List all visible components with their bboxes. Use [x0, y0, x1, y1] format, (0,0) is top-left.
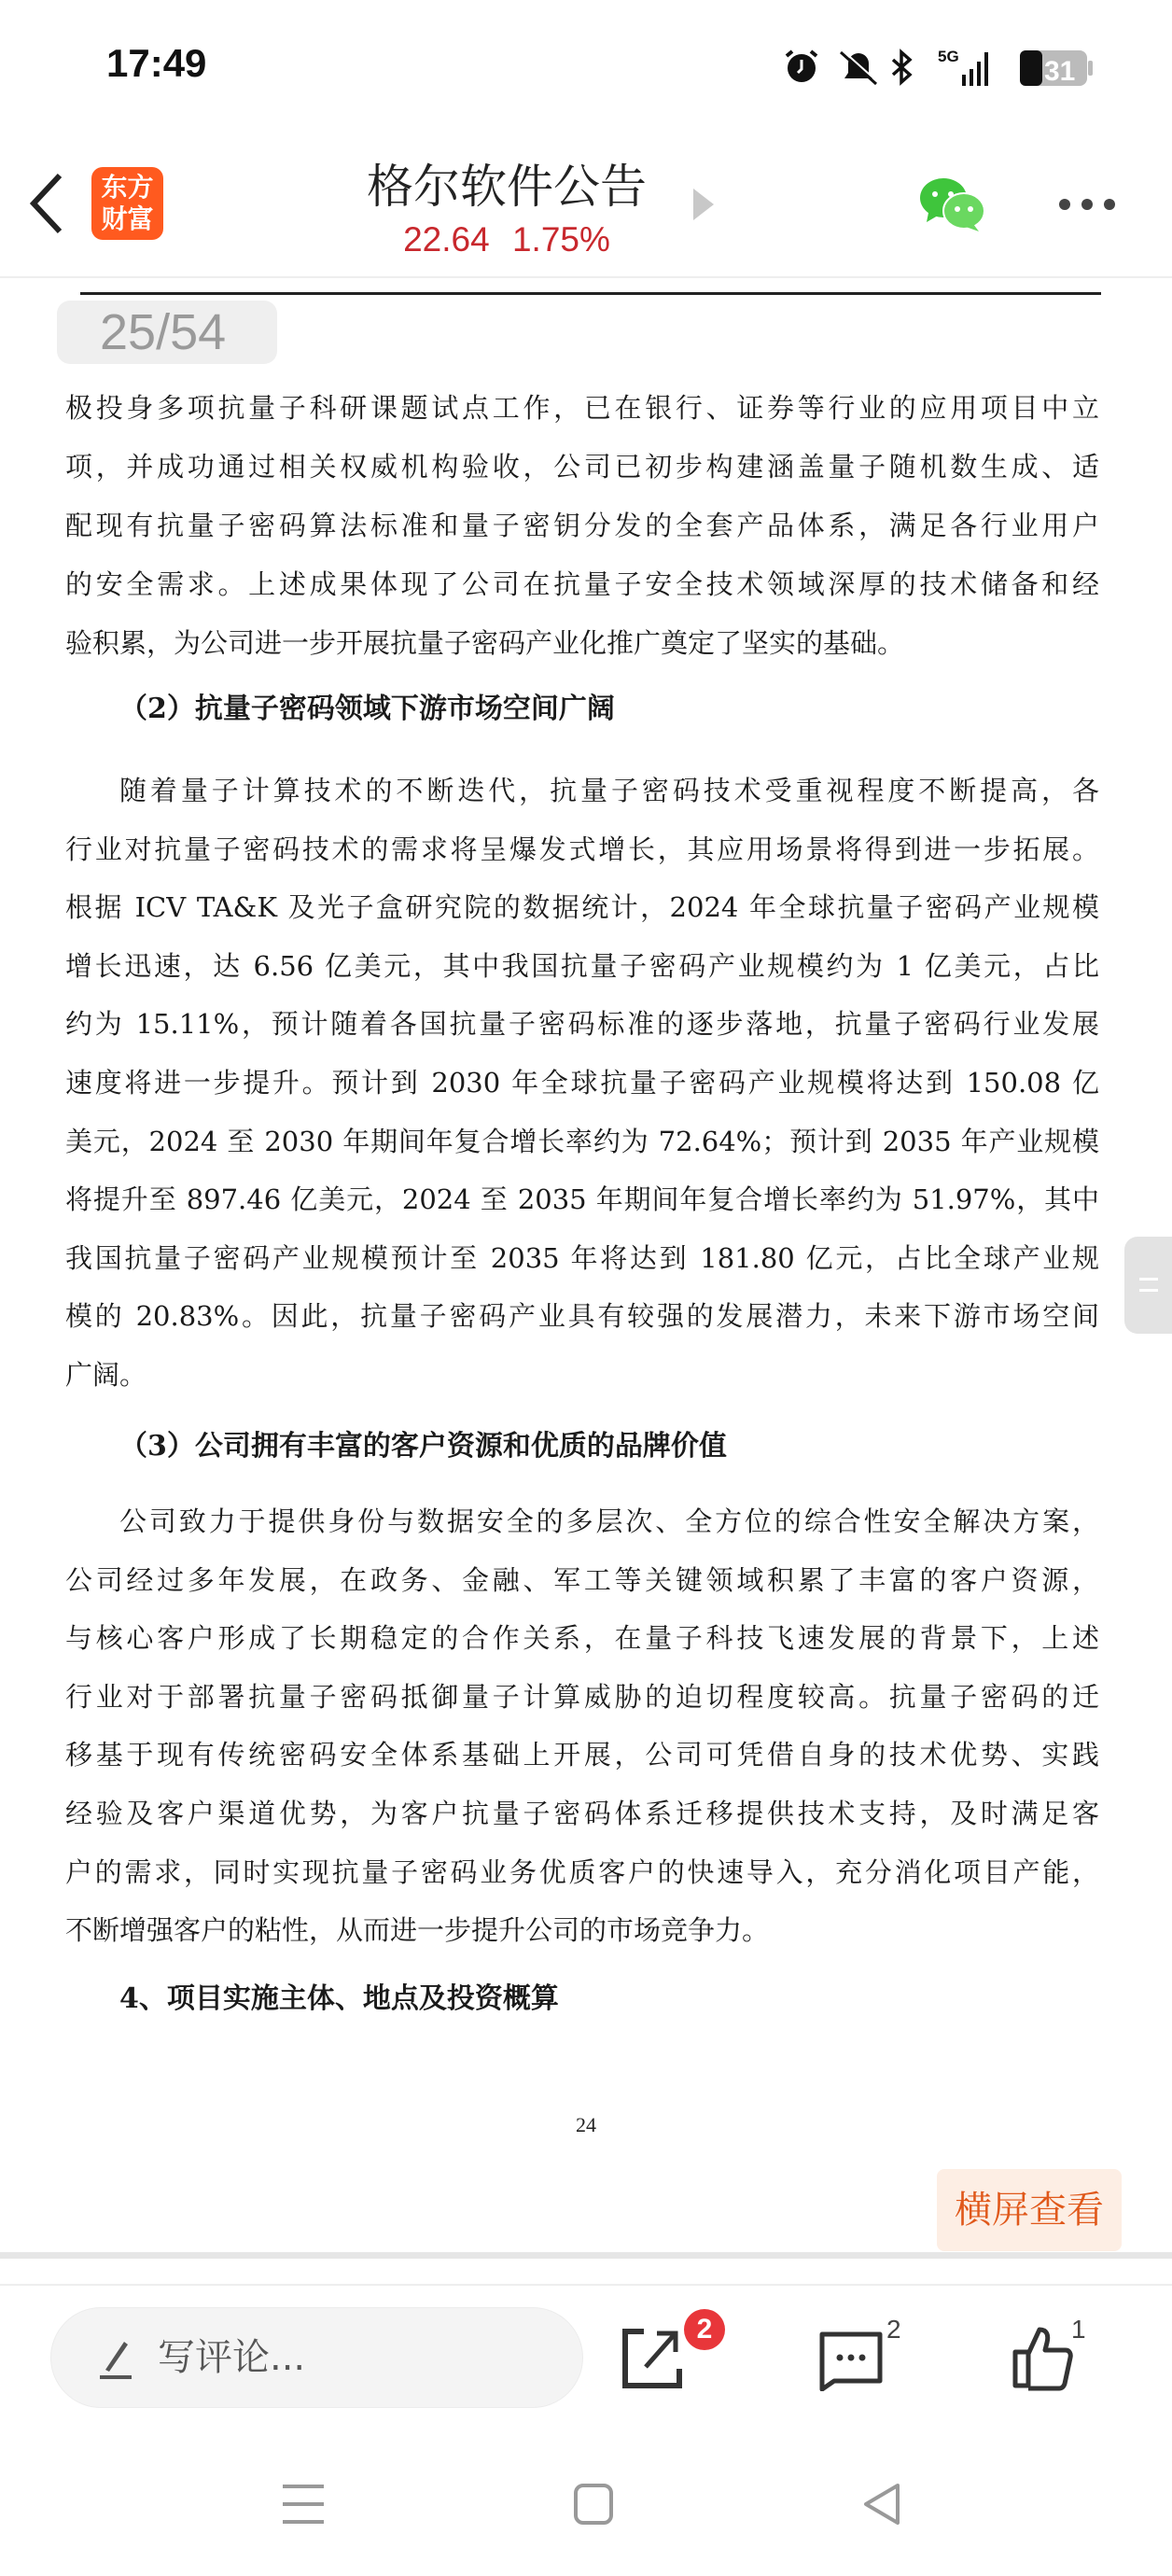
- document-text-line: 公司致力于提供身份与数据安全的多层次、全方位的综合性安全解决方案，: [119, 1505, 1099, 1537]
- comment-input[interactable]: [50, 2307, 583, 2408]
- more-icon[interactable]: [1058, 196, 1118, 213]
- caret-right-icon[interactable]: [691, 189, 716, 220]
- logo-text: 东方: [101, 172, 154, 203]
- like-icon[interactable]: [1010, 2324, 1077, 2391]
- comment-count: 2: [886, 2315, 901, 2344]
- document-text-line: 配现有抗量子密码算法标准和量子密钥分发的全套产品体系，满足各行业用户: [65, 510, 1099, 541]
- document-section-heading: （2）抗量子密码领域下游市场空间广阔: [119, 693, 615, 725]
- document-text-line: 不断增强客户的粘性，从而进一步提升公司的市场竞争力。: [65, 1914, 770, 1946]
- signal-5g-icon: [938, 48, 988, 86]
- like-count: 1: [1071, 2315, 1086, 2344]
- document-text-line: 增长迅速，达 6.56 亿美元，其中我国抗量子密码产业规模约为 1 亿美元，占比: [65, 950, 1099, 982]
- document-text-line: 公司经过多年发展，在政务、金融、军工等关键领域积累了丰富的客户资源，: [65, 1564, 1099, 1596]
- battery-icon: [1020, 50, 1093, 87]
- document-text-line: 项，并成功通过相关权威机构验收，公司已初步构建涵盖量子随机数生成、适: [65, 451, 1099, 483]
- document-text-line: 模的 20.83%。因此，抗量子密码产业具有较强的发展潜力，未来下游市场空间: [65, 1300, 1099, 1332]
- svg-text:5G: 5G: [938, 48, 959, 65]
- header-divider: [0, 276, 1172, 278]
- landscape-view-button[interactable]: 横屏查看: [937, 2169, 1122, 2251]
- document-text-line: 移基于现有传统密码安全体系基础上开展，公司可凭借自身的技术优势、实践: [65, 1739, 1099, 1771]
- document-text-line: 的安全需求。上述成果体现了公司在抗量子安全技术领域深厚的技术储备和经: [65, 568, 1099, 600]
- document-text-line: 极投身多项抗量子科研课题试点工作，已在银行、证券等行业的应用项目中立: [65, 392, 1099, 424]
- back-icon[interactable]: [860, 2483, 903, 2526]
- back-chevron-icon[interactable]: [26, 172, 67, 235]
- document-text-line: 与核心客户形成了长期稳定的合作关系，在量子科技飞速发展的背景下，上述: [65, 1622, 1099, 1654]
- page-title: 格尔软件公告: [367, 160, 647, 214]
- status-icons: [779, 47, 1096, 88]
- comment-icon[interactable]: [817, 2330, 885, 2391]
- document-text-line: 随着量子计算技术的不断迭代，抗量子密码技术受重视程度不断提高，各: [119, 775, 1099, 806]
- page-indicator: 25/54: [57, 301, 277, 364]
- mute-bell-icon: [841, 50, 878, 84]
- bluetooth-icon: [893, 52, 910, 82]
- document-top-rule: [80, 292, 1101, 295]
- document-section-heading: （3）公司拥有丰富的客户资源和优质的品牌价值: [119, 1430, 727, 1463]
- pencil-icon: [98, 2340, 135, 2381]
- document-text-line: 我国抗量子密码产业规模预计至 2035 年将达到 181.80 亿元，占比全球产业规: [65, 1242, 1099, 1274]
- eastmoney-logo[interactable]: [91, 167, 163, 240]
- side-drawer-handle[interactable]: [1124, 1237, 1172, 1334]
- document-text-line: 行业对抗量子密码技术的需求将呈爆发式增长，其应用场景将得到进一步拓展。: [65, 833, 1099, 865]
- logo-text: 财富: [101, 203, 154, 234]
- status-time: 17:49: [106, 41, 207, 85]
- document-text-line: 经验及客户渠道优势，为客户抗量子密码体系迁移提供技术支持，及时满足客: [65, 1798, 1099, 1829]
- stock-change: 1.75%: [511, 220, 610, 259]
- document-text-line: 广阔。: [65, 1359, 147, 1391]
- progress-divider: [0, 2252, 1172, 2259]
- share-badge: 2: [684, 2309, 725, 2350]
- handle-line: [1139, 1289, 1158, 1292]
- alarm-icon: [787, 51, 816, 82]
- document-page-number: 24: [576, 2113, 596, 2136]
- home-icon[interactable]: [573, 2483, 616, 2526]
- document-section-heading: 4、项目实施主体、地点及投资概算: [119, 1982, 559, 2015]
- document-text-line: 美元，2024 至 2030 年期间年复合增长率约为 72.64%；预计到 2035 年产业规模: [65, 1126, 1099, 1157]
- document-text-line: 行业对于部署抗量子密码抵御量子计算威胁的迫切程度较高。抗量子密码的迁: [65, 1681, 1099, 1713]
- document-text-line: 速度将进一步提升。预计到 2030 年全球抗量子密码产业规模将达到 150.08 亿: [65, 1067, 1099, 1099]
- comment-placeholder: 写评论...: [158, 2336, 306, 2379]
- share-icon[interactable]: [620, 2328, 685, 2389]
- document-text-line: 根据 ICV TA&K 及光子盒研究院的数据统计，2024 年全球抗量子密码产业规模: [65, 891, 1099, 923]
- svg-text:31: 31: [1044, 56, 1076, 87]
- document-text-line: 户的需求，同时实现抗量子密码业务优质客户的快速导入，充分消化项目产能，: [65, 1856, 1099, 1888]
- handle-line: [1139, 1278, 1158, 1281]
- recent-apps-icon[interactable]: [283, 2485, 326, 2524]
- toolbar-divider: [0, 2284, 1172, 2286]
- document-text-line: 约为 15.11%，预计随着各国抗量子密码标准的逐步落地，抗量子密码行业发展: [65, 1008, 1099, 1040]
- document-text-line: 验积累，为公司进一步开展抗量子密码产业化推广奠定了坚实的基础。: [65, 627, 905, 659]
- wechat-share-icon[interactable]: [917, 175, 988, 233]
- stock-quote[interactable]: [280, 220, 733, 259]
- document-text-line: 将提升至 897.46 亿美元，2024 至 2035 年期间年复合增长率约为 51.97%，其中: [65, 1183, 1099, 1215]
- stock-price: 22.64: [403, 220, 490, 259]
